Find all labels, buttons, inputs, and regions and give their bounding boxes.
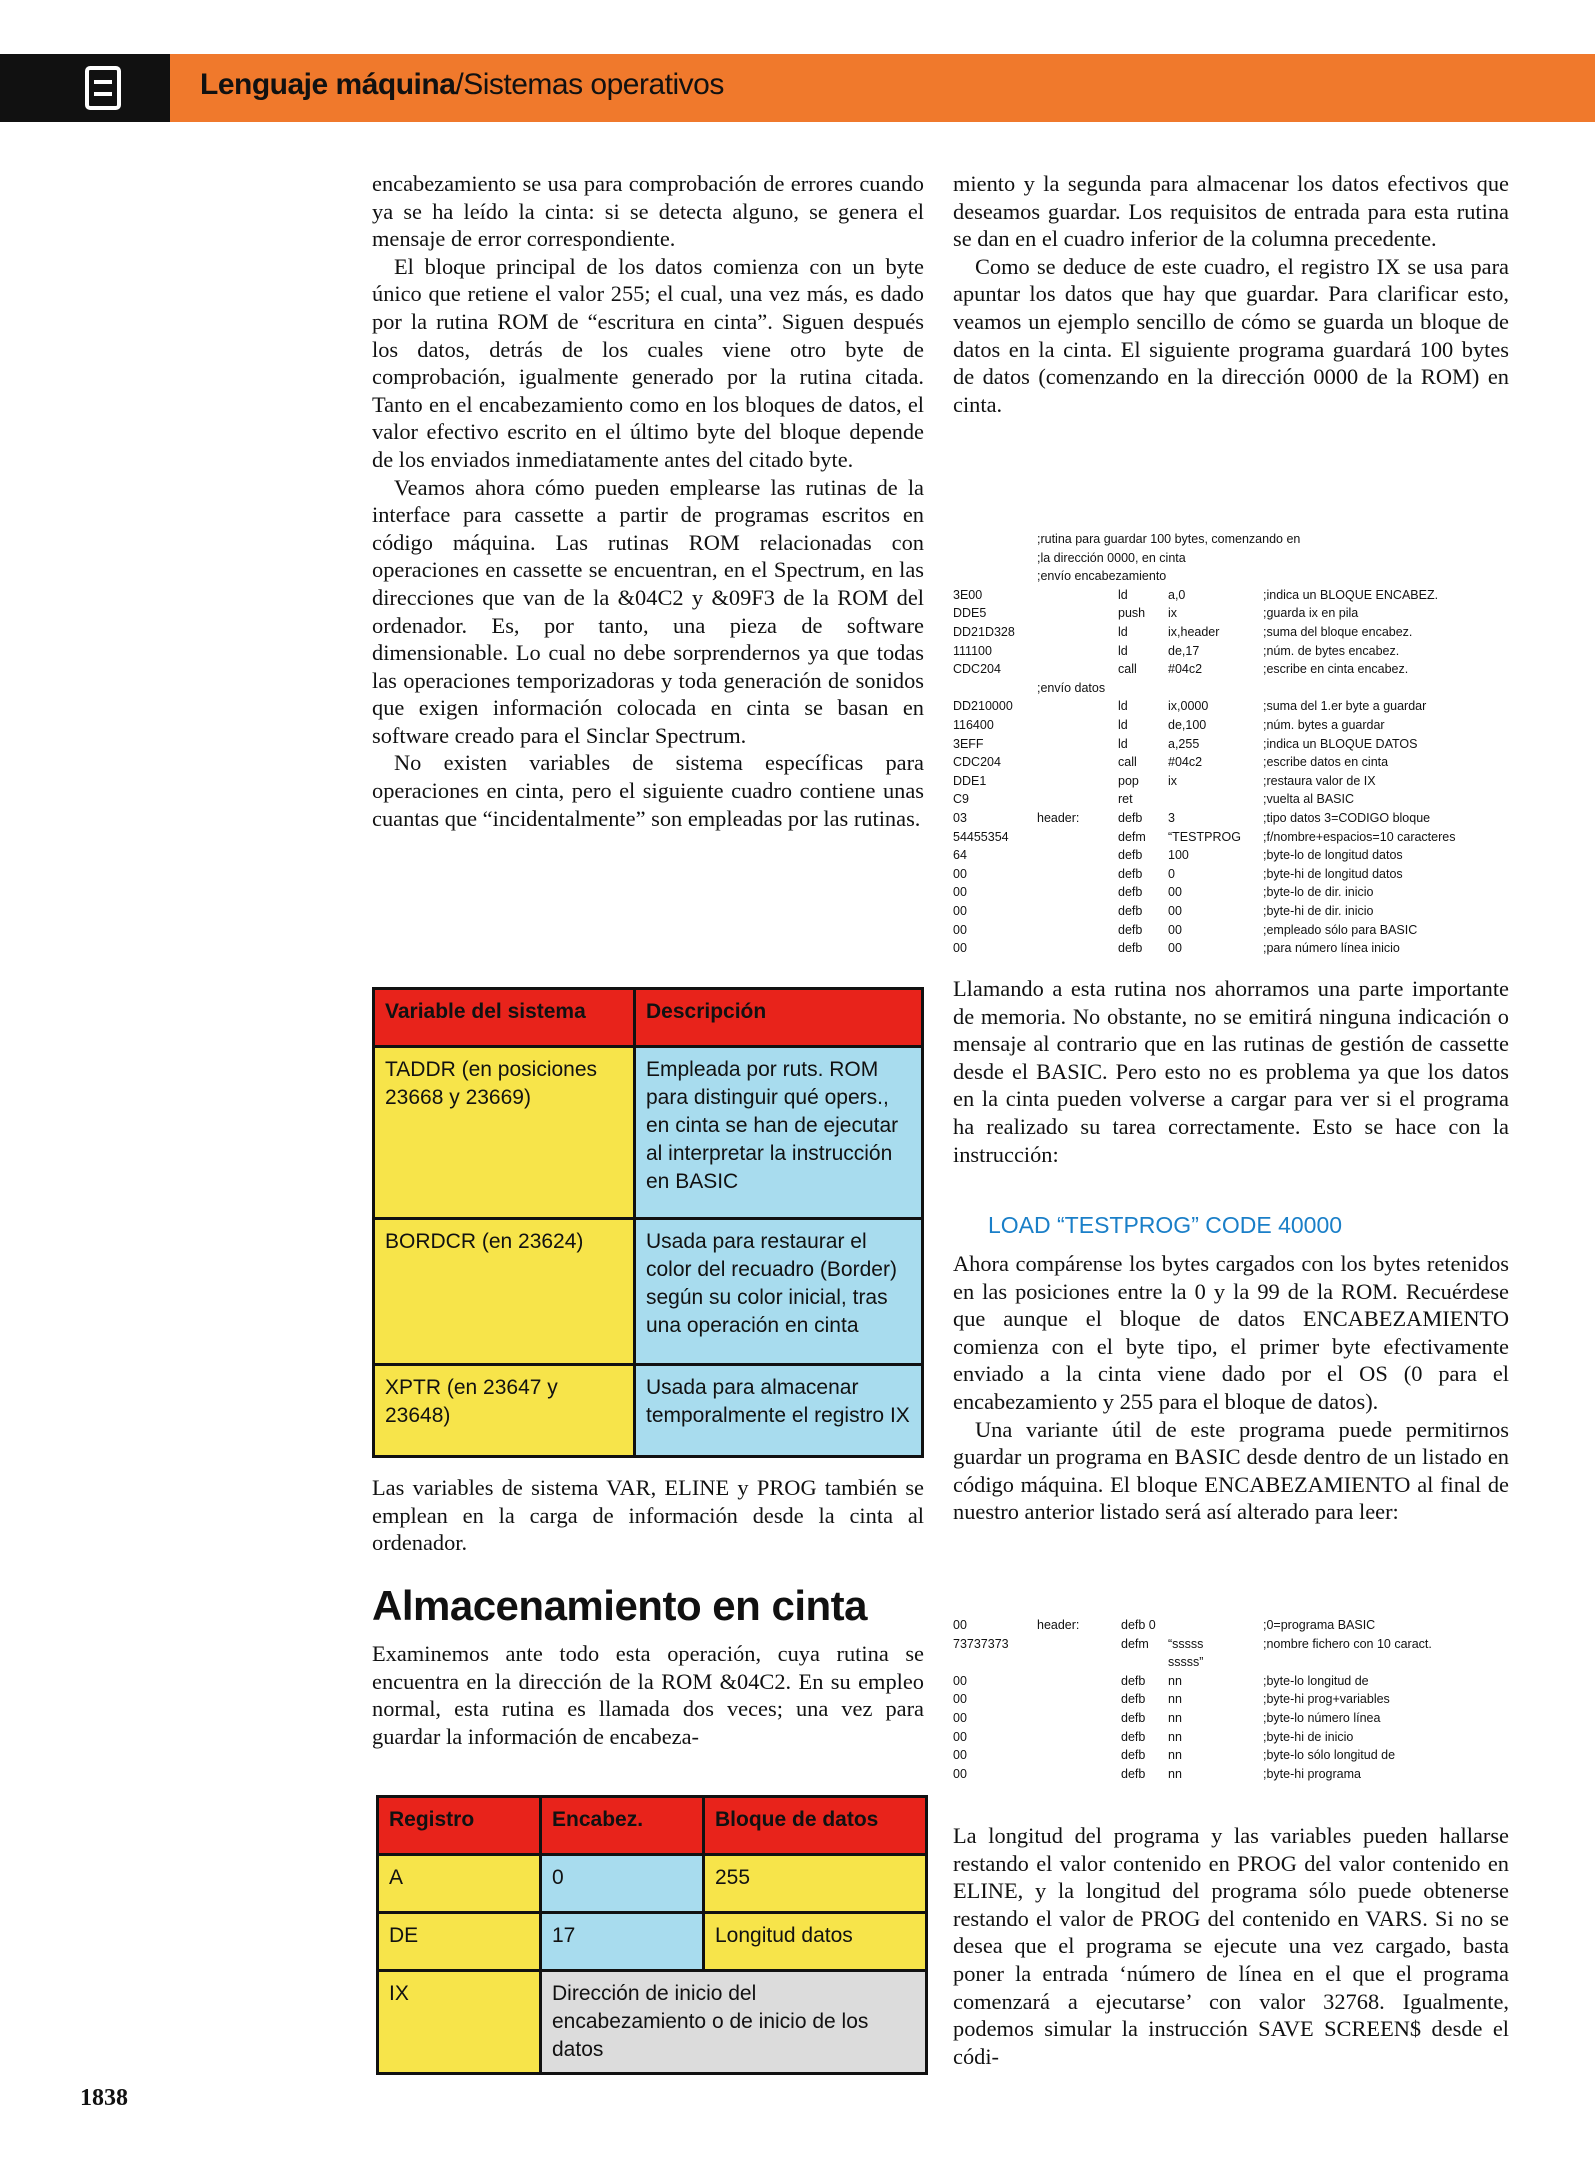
code-cell: ;0=programa BASIC (1263, 1618, 1376, 1632)
paragraph: No existen variables de sistema específicas para operaciones en cinta, pero el siguiente cuadro contiene unas cuantas que “incidentalmente” son empleadas por las rutinas. (372, 750, 924, 831)
code-cell: ;byte-lo de dir. inicio (1263, 885, 1374, 900)
header-title-rest: /Sistemas operativos (455, 68, 724, 101)
paragraph: Las variables de sistema VAR, ELINE y PROG también se emplean en la carga de información desde la cinta al ordenador. (372, 1475, 924, 1556)
code-cell: defb (1118, 848, 1143, 863)
code-cell: 111100 (953, 643, 992, 658)
code-cell: 00 (953, 1673, 967, 1688)
code-cell: ;tipo datos 3=CODIGO bloque (1263, 811, 1431, 825)
table-header: Bloque de datos (704, 1797, 927, 1855)
code-cell: call (1118, 662, 1137, 677)
paragraph: encabezamiento se usa para comprobación de errores cuando ya se ha leído la cinta: si se detecta alguno, se genera el mensaje de error correspondiente. (372, 171, 924, 252)
code-cell: header: (1037, 1618, 1080, 1632)
code-cell: defb (1121, 1748, 1146, 1763)
code-cell: ;byte-hi de dir. inicio (1263, 904, 1374, 918)
code-cell: ix (1168, 606, 1178, 621)
code-cell: C9 (953, 792, 969, 807)
code-cell: defb (1118, 811, 1143, 825)
code-cell: DDE5 (953, 606, 987, 621)
code-cell: nn (1168, 1748, 1182, 1763)
code-cell: a,255 (1168, 736, 1200, 751)
code-cell: “sssss (1168, 1636, 1204, 1651)
paragraph: Ahora compárense los bytes cargados con los bytes retenidos en las posiciones entre la 0 y la 99 de la ROM. Recuérdese que aunque el bloque de datos ENCABEZAMIENTO comienza con el byte tipo, el primer byte efectivamente enviado a la cinta viene dado por el OS (0 para el encabezamiento y 255 para el bloque de datos). (953, 1251, 1509, 1414)
code-cell: ;byte-lo número línea (1263, 1711, 1381, 1725)
paragraph: La longitud del programa y las variables pueden hallarse restando el valor contenido en PROG del valor contenido en ELINE, y la longitud del programa sólo puede obtenerse restando el valor de PROG del contenido en VARS. Si no se desea que el programa se ejecute una vez cargado, basta poner la entrada ‘número de línea en el que el programa comenzará a ejecutarse’ con valor 32768. Igualmente, podemos simular la instrucción SAVE SCREEN$ desde el códi- (953, 1823, 1509, 2069)
code-cell: ;byte-lo sólo longitud de (1263, 1748, 1396, 1763)
code-cell: ;núm. de bytes encabez. (1263, 643, 1400, 658)
code-cell: ;núm. bytes a guardar (1263, 718, 1385, 732)
code-cell: 00 (953, 1729, 967, 1744)
code-listing (953, 530, 1509, 970)
code-cell: ;byte-hi programa (1263, 1766, 1361, 1781)
code-cell: defb (1118, 866, 1143, 881)
code-cell: DD210000 (953, 699, 1013, 714)
right-column-bottom (953, 1822, 1509, 2070)
code-cell: ;escribe en cinta encabez. (1263, 662, 1409, 677)
code-comment: ;envío encabezamiento (1037, 569, 1167, 584)
code-cell: de,100 (1168, 718, 1207, 732)
section-title: Almacenamiento en cinta (372, 1582, 867, 1629)
code-cell: 00 (1168, 941, 1182, 956)
code-cell: ;suma del 1.er byte a guardar (1263, 699, 1427, 714)
table-cell: TADDR (en posiciones 23668 y 23669) (374, 1047, 635, 1219)
paragraph: El bloque principal de los datos comienza con un byte único que retiene el valor 255; el cual, una vez más, es dado por la rutina ROM de “escritura en cinta”. Siguen después los datos, detrás de los cuales viene otro byte de comprobación, igualmente generado por la rutina citada. Tanto en el encabezamiento como en los bloques de datos, el valor efectivo escrito en el último byte del bloque depende de los enviados inmediatamente antes del citado byte. (372, 253, 924, 472)
paragraph: miento y la segunda para almacenar los datos efectivos que deseamos guardar. Los requisitos de entrada para esta rutina se dan en el cuadro inferior de la columna precedente. (953, 171, 1509, 252)
code-cell: DD21D328 (953, 625, 1015, 639)
code-cell: ;suma del bloque encabez. (1263, 625, 1413, 639)
code-cell: 100 (1168, 848, 1189, 863)
code-listing (953, 1616, 1509, 1796)
code-cell: sssss” (1168, 1655, 1204, 1670)
table-cell: XPTR (en 23647 y 23648) (374, 1365, 635, 1457)
code-cell: defb (1121, 1673, 1146, 1688)
code-cell: 00 (1168, 904, 1182, 918)
code-cell: header: (1037, 811, 1080, 825)
code-cell: nn (1168, 1711, 1182, 1725)
code-cell: 00 (1168, 922, 1182, 937)
code-cell: push (1118, 606, 1146, 621)
code-cell: ;nombre fichero con 10 caract. (1263, 1636, 1432, 1651)
code-cell: CDC204 (953, 662, 1001, 677)
code-cell: 00 (953, 922, 967, 937)
code-cell: 3 (1168, 811, 1175, 825)
table-cell: DE (378, 1913, 541, 1971)
code-cell: 73737373 (953, 1636, 1009, 1651)
table-header: Encabez. (541, 1797, 704, 1855)
code-cell: 00 (953, 1711, 967, 1725)
paragraph: Llamando a esta rutina nos ahorramos una parte importante de memoria. No obstante, no se emitirá ninguna indicación o mensaje al contrario que en las rutinas de gestión de cassette desde el BASIC. Pero esto no es problema ya que los datos en la cinta pueden volverse a cargar para ver si el programa ha realizado su tarea correctamente. Esto se hace con la instrucción: (953, 976, 1509, 1167)
code-cell: ;f/nombre+espacios=10 caracteres (1263, 829, 1456, 844)
code-cell: defb (1118, 941, 1143, 956)
table-cell: 17 (541, 1913, 704, 1971)
code-cell: nn (1168, 1729, 1182, 1744)
code-cell: 3E00 (953, 587, 983, 602)
code-comment: ;envío datos (1037, 680, 1106, 695)
code-cell: ;escribe datos en cinta (1263, 755, 1389, 770)
table-cell: Usada para almacenar temporalmente el registro IX (635, 1365, 923, 1457)
code-cell: 03 (953, 811, 967, 825)
code-cell: ld (1118, 718, 1128, 732)
code-cell: defb (1118, 885, 1143, 900)
right-column-middle (953, 975, 1509, 1168)
code-cell: ;para número línea inicio (1263, 941, 1400, 956)
code-cell: “TESTPROG (1168, 829, 1241, 844)
table-cell: 255 (704, 1855, 927, 1913)
code-cell: ld (1118, 736, 1128, 751)
code-cell: ld (1118, 643, 1128, 658)
system-variables-table (372, 987, 924, 1458)
table-header: Variable del sistema (374, 989, 635, 1047)
code-cell: nn (1168, 1766, 1182, 1781)
code-cell: 00 (953, 1766, 967, 1781)
left-column-bottom (372, 1640, 924, 1750)
table-cell: Longitud datos (704, 1913, 927, 1971)
code-cell: ix,0000 (1168, 699, 1209, 714)
table-cell: IX (378, 1971, 541, 2074)
code-cell: ;byte-lo longitud de (1263, 1673, 1369, 1688)
code-cell: defb (1118, 922, 1143, 937)
page-number: 1838 (80, 2085, 128, 2111)
header-title-bold: Lenguaje máquina (200, 68, 456, 101)
left-column-middle (372, 1474, 924, 1557)
code-cell: 64 (953, 848, 967, 863)
code-cell: 00 (953, 941, 967, 956)
code-cell: ;byte-lo de longitud datos (1263, 848, 1403, 863)
register-table (376, 1795, 928, 2075)
paragraph: Veamos ahora cómo pueden emplearse las rutinas de la interface para cassette a partir de programas escritos en código máquina. Las rutinas ROM relacionadas con operaciones en cassette se encuentran, en el Spectrum, en las direcciones que van de la &04C2 y &09F3 de la ROM del ordenador. Es, por tanto, una pieza de software dimensionable. Lo cual no debe sorprendernos ya que todas las operaciones temporizadoras y toda generación de sonidos que exigen información colocada en cinta se basan en software creado para el Sinclar Spectrum. (372, 474, 924, 748)
code-cell: ;byte-hi de inicio (1263, 1729, 1354, 1744)
code-comment: ;rutina para guardar 100 bytes, comenzando en (1037, 532, 1301, 546)
cassette-icon (85, 66, 121, 110)
code-cell: ix,header (1168, 625, 1220, 639)
code-cell: defb 0 (1121, 1618, 1156, 1632)
code-cell: call (1118, 755, 1137, 770)
code-cell: defb (1121, 1711, 1146, 1725)
code-cell: defb (1118, 904, 1143, 918)
code-comment: ;la dirección 0000, en cinta (1037, 550, 1186, 565)
code-cell: ;guarda ix en pila (1263, 606, 1359, 621)
code-cell: 00 (953, 1618, 967, 1632)
code-cell: #04c2 (1168, 662, 1203, 677)
paragraph: Una variante útil de este programa puede permitirnos guardar un programa en BASIC desde dentro de un listado en código máquina. El bloque ENCABEZAMIENTO al final de nuestro anterior listado será así alterado para leer: (953, 1416, 1509, 1525)
table-cell: 0 (541, 1855, 704, 1913)
code-cell: defm (1118, 829, 1146, 844)
code-cell: 116400 (953, 718, 994, 732)
table-cell: BORDCR (en 23624) (374, 1219, 635, 1365)
code-cell: ;indica un BLOQUE DATOS (1263, 736, 1418, 751)
code-cell: 00 (953, 1692, 967, 1707)
code-cell: #04c2 (1168, 755, 1203, 770)
table-cell: Usada para restaurar el color del recuadro (Border) según su color inicial, tras una operación en cinta (635, 1219, 923, 1365)
code-cell: ;empleado sólo para BASIC (1263, 922, 1418, 937)
code-cell: 0 (1168, 866, 1175, 881)
table-header: Registro (378, 1797, 541, 1855)
code-cell: defb (1121, 1692, 1146, 1707)
code-cell: ix (1168, 773, 1178, 788)
code-cell: ;byte-hi prog+variables (1263, 1692, 1390, 1707)
code-cell: nn (1168, 1692, 1182, 1707)
code-cell: ld (1118, 625, 1128, 639)
code-cell: defm (1121, 1636, 1149, 1651)
code-cell: DDE1 (953, 773, 987, 788)
load-instruction: LOAD “TESTPROG” CODE 40000 (988, 1212, 1343, 1238)
code-cell: de,17 (1168, 643, 1200, 658)
code-cell: defb (1121, 1729, 1146, 1744)
left-column-top (372, 170, 924, 832)
code-cell: 54455354 (953, 829, 1009, 844)
code-cell: ;indica un BLOQUE ENCABEZ. (1263, 587, 1439, 602)
table-cell: A (378, 1855, 541, 1913)
right-column-top (953, 170, 1509, 418)
code-cell: nn (1168, 1673, 1182, 1688)
code-cell: 00 (953, 1748, 967, 1763)
code-cell: 00 (953, 866, 967, 881)
right-column-lower (953, 1250, 1509, 1526)
code-cell: 00 (953, 885, 967, 900)
code-cell: a,0 (1168, 587, 1186, 602)
table-cell: Dirección de inicio del encabezamiento o de inicio de los datos (541, 1971, 927, 2074)
code-cell: ret (1118, 792, 1133, 807)
running-header (200, 68, 724, 102)
paragraph: Examinemos ante todo esta operación, cuya rutina se encuentra en la dirección de la ROM &04C2. En su empleo normal, esta rutina es llamada dos veces; una vez para guardar la información de encabeza- (372, 1641, 924, 1749)
code-cell: 00 (1168, 885, 1182, 900)
code-cell: pop (1118, 773, 1139, 788)
code-cell: ld (1118, 587, 1128, 602)
code-cell: CDC204 (953, 755, 1001, 770)
code-cell: ;restaura valor de IX (1263, 773, 1376, 788)
code-cell: 3EFF (953, 736, 984, 751)
paragraph: Como se deduce de este cuadro, el registro IX se usa para apuntar los datos que hay que guardar. Para clarificar esto, veamos un ejemplo sencillo de cómo se guarda un bloque de datos en la cinta. El siguiente programa guardará 100 bytes de datos (comenzando en la dirección 0000 de la ROM) en cinta. (953, 253, 1509, 417)
code-cell: ld (1118, 699, 1128, 714)
table-cell: Empleada por ruts. ROM para distinguir qué opers., en cinta se han de ejecutar al interpretar la instrucción en BASIC (635, 1047, 923, 1219)
table-header: Descripción (635, 989, 923, 1047)
code-cell: ;byte-hi de longitud datos (1263, 866, 1403, 881)
code-cell: ;vuelta al BASIC (1263, 792, 1355, 807)
code-cell: defb (1121, 1766, 1146, 1781)
code-cell: 00 (953, 904, 967, 918)
